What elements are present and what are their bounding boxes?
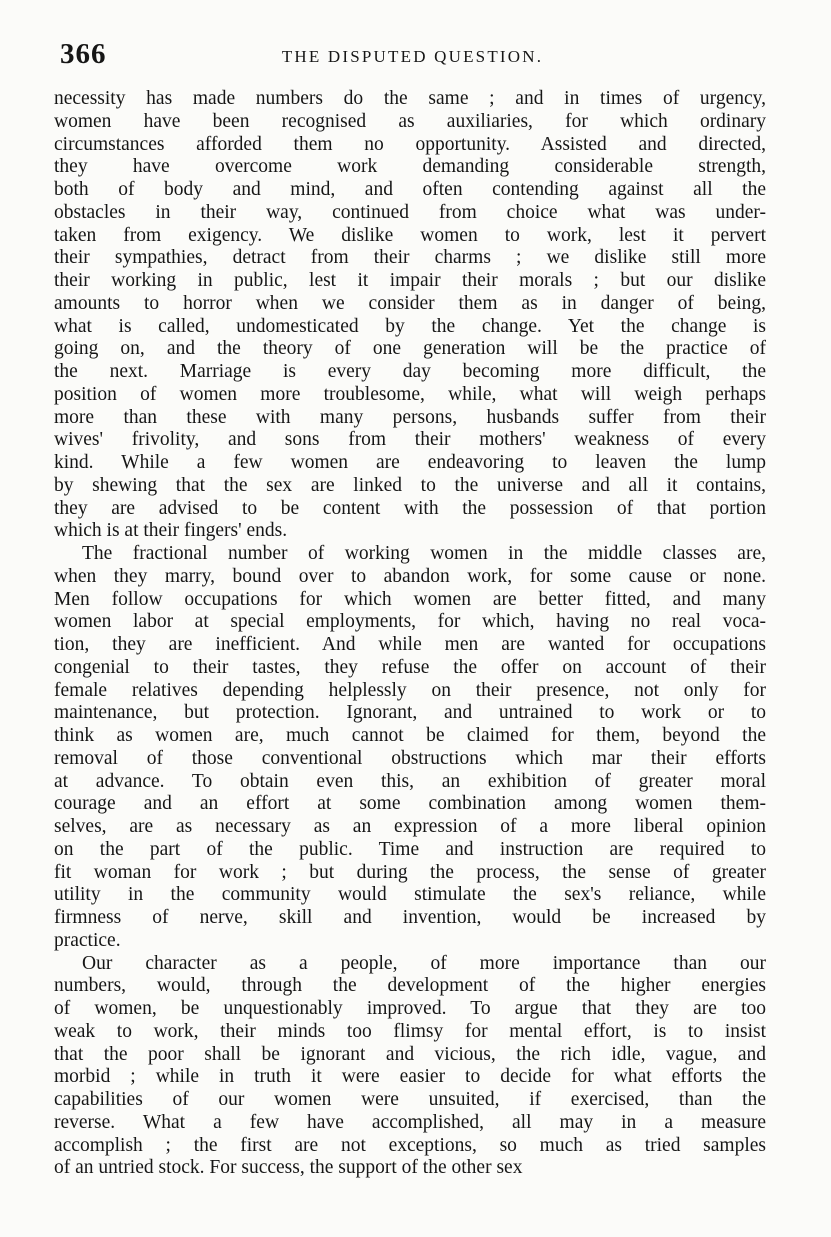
paragraph-3 [54,953,766,1181]
text-line: the next. Marriage is every day becoming more difficult, the [54,361,766,382]
body-text [54,88,766,1180]
text-line: amounts to horror when we consider them as in danger of being, [54,292,766,314]
text-line: tion, they are inefficient. And while men are wanted for occupations [54,634,766,655]
paragraph-1 [54,88,766,543]
text-line: Our character as a people, of more importance than our [82,952,766,974]
text-line: on the part of the public. Time and instruction are required to [54,838,766,860]
text-line: circumstances afforded them no opportunity. Assisted and directed, [54,133,766,155]
text-line: fit woman for work ; but during the process, the sense of greater [54,861,766,883]
text-line: women have been recognised as auxiliaries, for which ordinary [54,110,766,132]
text-line: morbid ; while in truth it were easier to decide for what efforts the [54,1066,766,1088]
text-line: taken from exigency. We dislike women to work, lest it pervert [54,224,766,246]
text-line: they are advised to be content with the possession of that portion [54,497,766,519]
text-line: of an untried stock. For success, the support of the other sex [54,1157,523,1179]
text-line: think as women are, much cannot be claimed for them, beyond the [54,725,766,746]
text-line: practice. [54,929,121,951]
paragraph-2 [54,543,766,953]
text-line: position of women more troublesome, while, what will weigh perhaps [54,383,766,405]
text-line: congenial to their tastes, they refuse the offer on account of their [54,656,766,678]
text-line: their sympathies, detract from their charms ; we dislike still more [54,247,766,269]
text-line: what is called, undomesticated by the change. Yet the change is [54,315,766,337]
text-line: which is at their fingers' ends. [54,520,288,542]
text-line: removal of those conventional obstructions which mar their efforts [54,747,766,769]
text-line: necessity has made numbers do the same ; and in times of urgency, [54,88,766,109]
text-line: courage and an effort at some combination among women them- [54,793,766,815]
text-line: capabilities of our women were unsuited, if exercised, than the [54,1089,766,1110]
text-line: selves, are as necessary as an expression of a more liberal opinion [54,816,766,837]
text-line: when they marry, bound over to abandon work, for some cause or none. [54,565,766,587]
text-line: that the poor shall be ignorant and vicious, the rich idle, vague, and [54,1043,766,1065]
text-line: their working in public, lest it impair their morals ; but our dislike [54,270,766,291]
text-line: weak to work, their minds too flimsy for mental effort, is to insist [54,1020,766,1042]
text-line: both of body and mind, and often contending against all the [54,179,766,200]
text-line: The fractional number of working women in the middle classes are, [82,543,766,564]
text-line: accomplish ; the first are not exceptions, so much as tried samples [54,1134,766,1156]
text-line: maintenance, but protection. Ignorant, and untrained to work or to [54,702,766,724]
running-title: THE DISPUTED QUESTION. [281,47,544,66]
page-header [60,38,765,72]
text-line: at advance. To obtain even this, an exhibition of greater moral [54,770,766,792]
text-line: numbers, would, through the development of the higher energies [54,975,766,997]
text-line: they have overcome work demanding considerable strength, [54,156,766,178]
text-line: reverse. What a few have accomplished, all may in a measure [54,1111,766,1133]
text-line: going on, and the theory of one generation will be the practice of [54,338,766,360]
text-line: obstacles in their way, continued from choice what was under- [54,201,766,223]
text-line: of women, be unquestionably improved. To argue that they are too [54,998,766,1019]
text-line: female relatives depending helplessly on their presence, not only for [54,679,766,701]
text-line: Men follow occupations for which women are better fitted, and many [54,588,766,610]
text-line: more than these with many persons, husbands suffer from their [54,406,766,428]
text-line: kind. While a few women are endeavoring to leaven the lump [54,452,766,473]
text-line: firmness of nerve, skill and invention, would be increased by [54,907,766,928]
text-line: women labor at special employments, for which, having no real voca- [54,611,766,633]
page-number: 366 [60,38,107,70]
text-line: wives' frivolity, and sons from their mothers' weakness of every [54,429,766,451]
text-line: by shewing that the sex are linked to the universe and all it contains, [54,474,766,496]
text-line: utility in the community would stimulate the sex's reliance, while [54,884,766,906]
